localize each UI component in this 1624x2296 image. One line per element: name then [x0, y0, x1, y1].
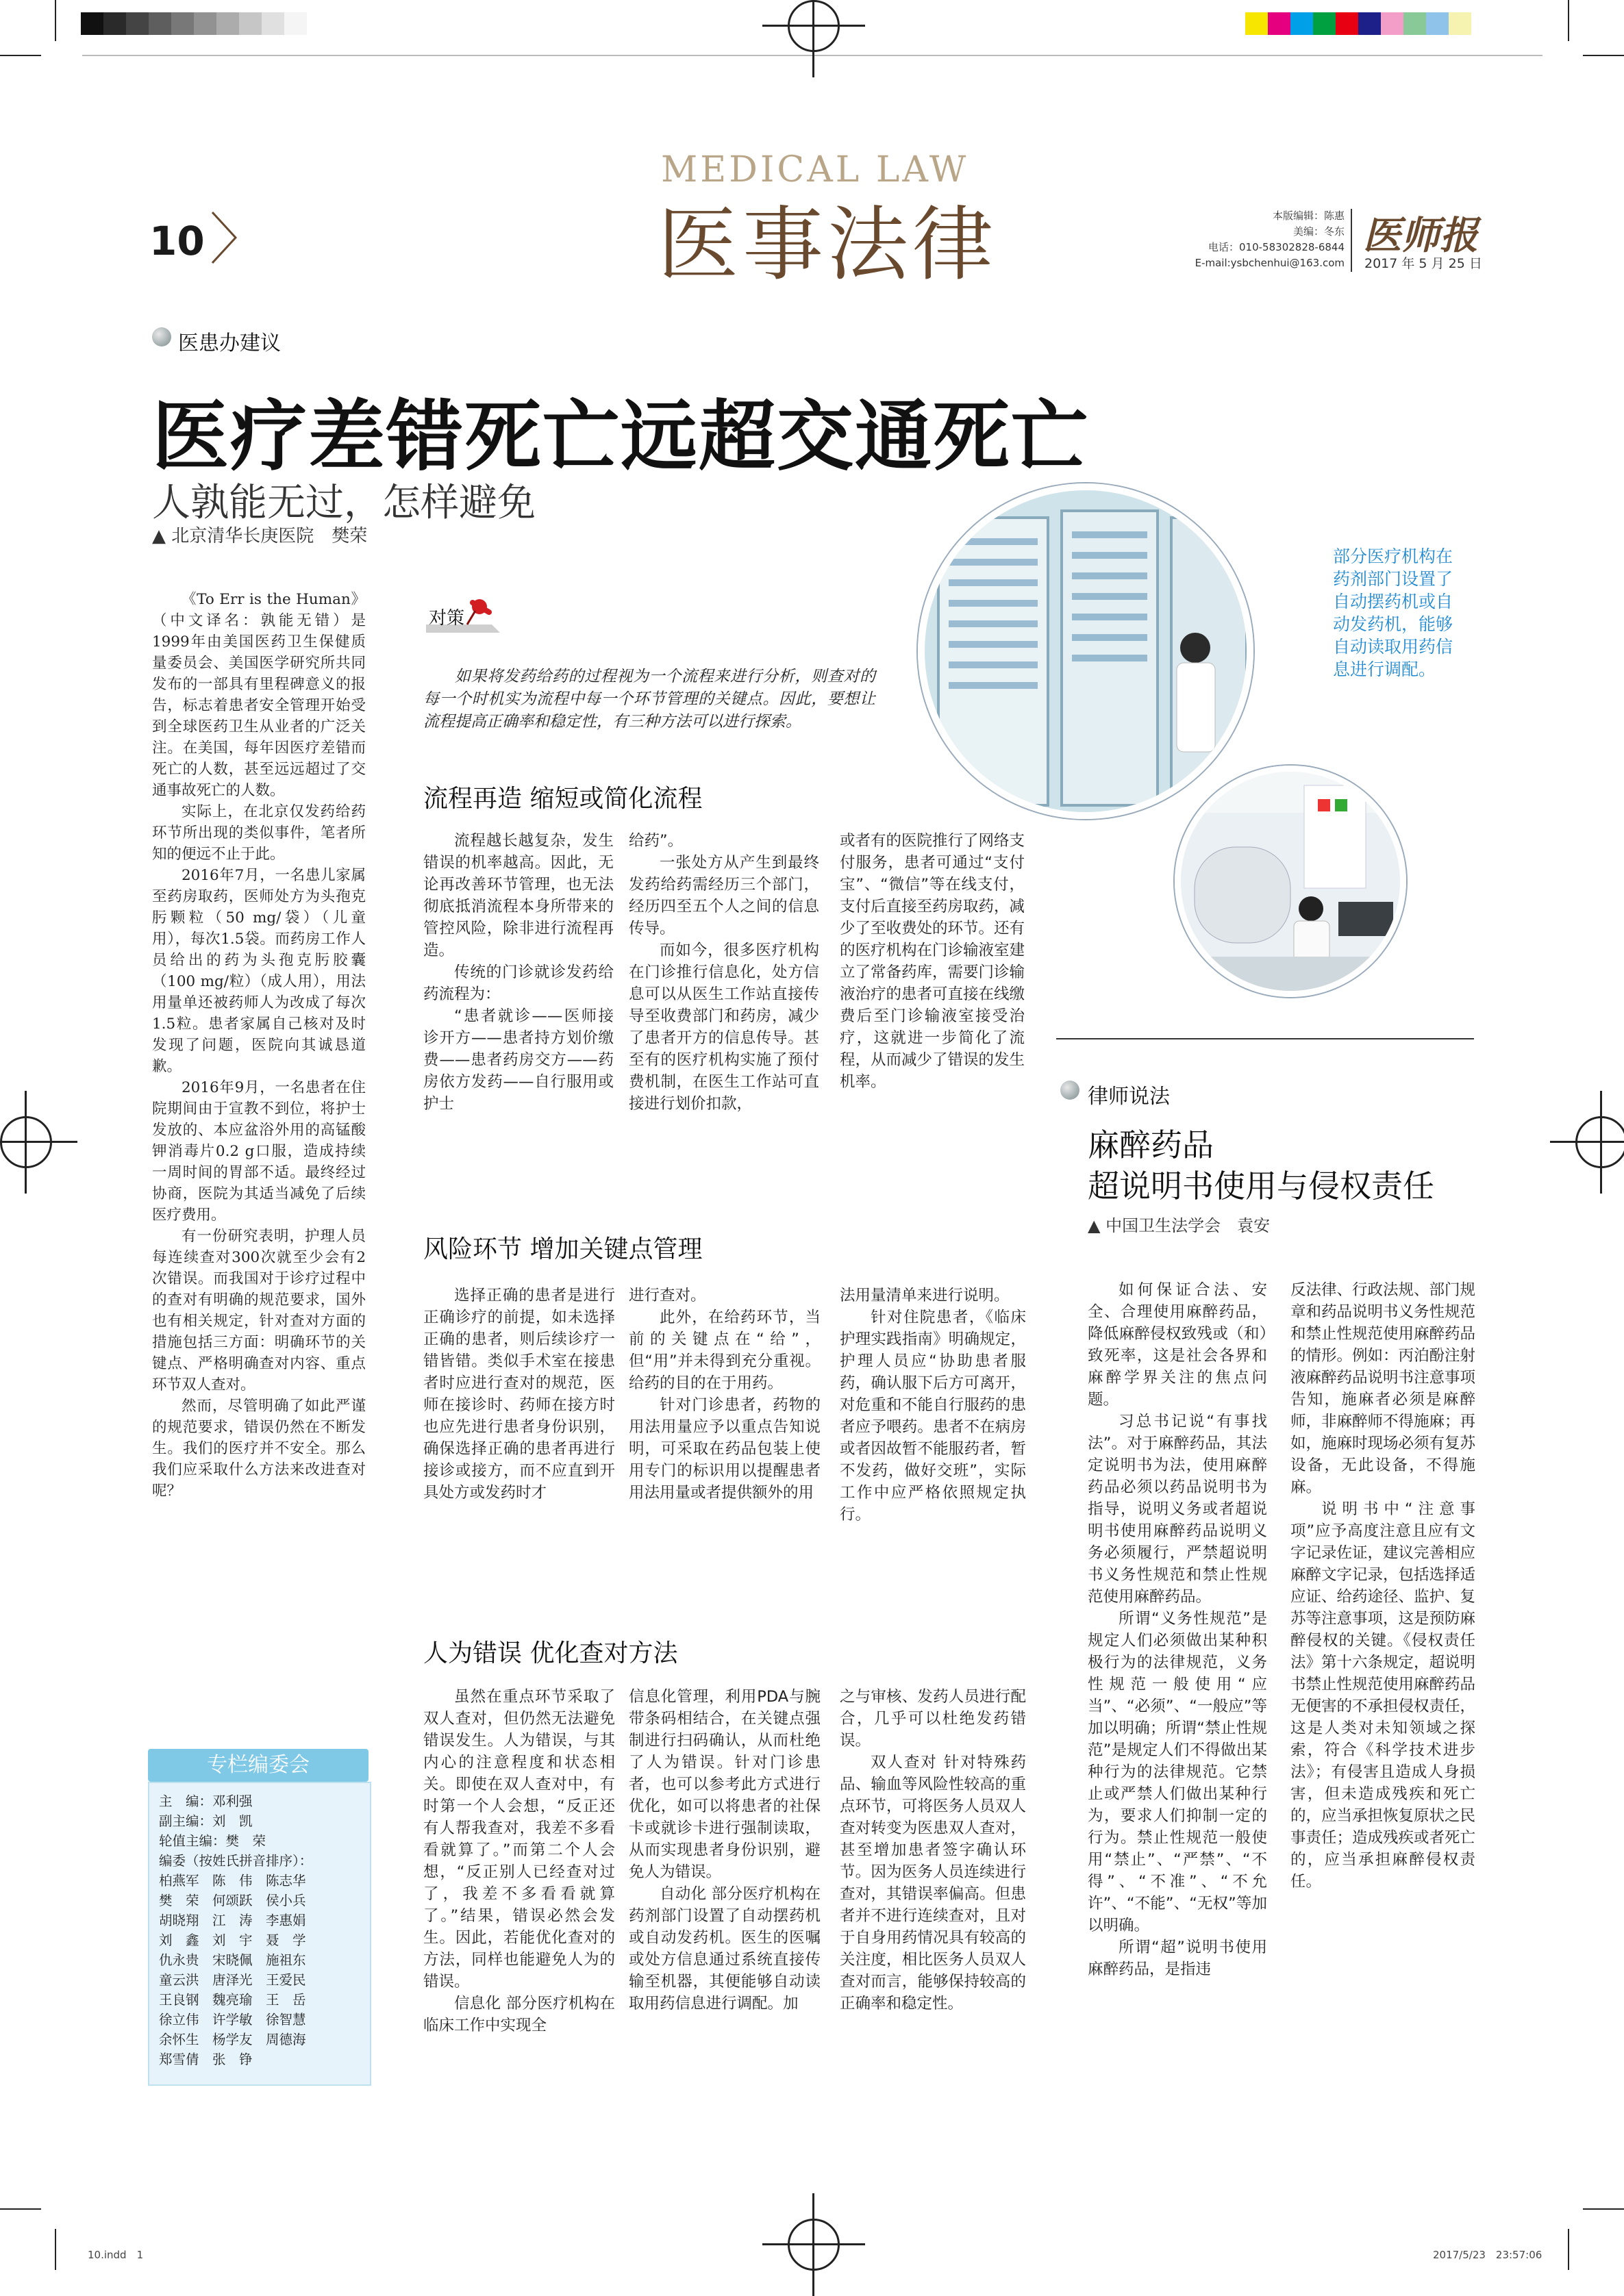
paragraph: 此外，在给药环节，当前的关键点在“给”，但“用”并未得到充分重视。给药的目的在于用药。 — [629, 1309, 821, 1392]
editor-credit: 本版编辑：陈惠 — [1272, 210, 1345, 222]
registration-bar-left — [81, 12, 307, 35]
gray-step-swatch — [262, 12, 284, 35]
chevron-right-icon — [210, 210, 238, 266]
color-swatch — [1245, 12, 1268, 35]
color-swatch — [1313, 12, 1336, 35]
section-divider — [1056, 1038, 1474, 1039]
gray-step-swatch — [81, 12, 103, 35]
editorial-board — [148, 1782, 371, 2086]
paragraph: 反法律、行政法规、部门规章和药品说明书义务性规范和禁止性规范使用麻醉药品的情形。例如：丙泊酚注射液麻醉药品说明书注意事项告知，施麻者必须是麻醉师，非麻醉师不得施麻；再如，施麻时现场必须有复苏设备，无此设备，不得施麻。 — [1290, 1281, 1476, 1496]
risk-column-2 — [629, 1285, 821, 1504]
crop-mark — [1583, 2208, 1624, 2210]
board-row: 副主编：刘 凯 — [159, 1813, 253, 1829]
board-row: 童云洪 唐泽光 王爱民 — [159, 1972, 306, 1988]
color-swatch — [1426, 12, 1449, 35]
human-error-column-3 — [840, 1686, 1026, 2015]
board-row: 编委（按姓氏拼音排序）： — [159, 1853, 313, 1869]
byline: ▲ 北京清华长庚医院 樊荣 — [152, 526, 368, 546]
crop-mark — [0, 2208, 41, 2210]
crop-mark — [55, 2229, 56, 2270]
gray-step-swatch — [103, 12, 126, 35]
column-kicker: 医患办建议 — [178, 331, 281, 355]
gray-step-swatch — [239, 12, 262, 35]
countermeasure-intro — [423, 666, 875, 733]
subheadline: 人孰能无过，怎样避免 — [152, 481, 536, 525]
human-error-column-1 — [423, 1686, 615, 2036]
crop-mark — [0, 55, 41, 56]
board-row: 刘 鑫 刘 宇 聂 学 — [159, 1932, 306, 1948]
paragraph: 自动化 部分医疗机构在药剂部门设置了自动摆药机或自动发药机。医生的医嘱或处方信息通过系统直接传输至机器，其便能够自动读取用药信息进行调配。加 — [629, 1885, 821, 2013]
paragraph: 一张处方从产生到最终发药给药需经历三个部门，经历四至五个人之间的信息传导。 — [629, 854, 819, 937]
color-swatch — [1403, 12, 1426, 35]
paragraph: 信息化 部分医疗机构在临床工作中实现全 — [423, 1995, 615, 2034]
board-row: 余怀生 杨学友 周德海 — [159, 2032, 306, 2047]
lawyer-article-title — [1088, 1124, 1434, 1207]
color-swatch — [1290, 12, 1313, 35]
kicker-bullet-icon — [1060, 1081, 1079, 1100]
risk-column-3 — [840, 1285, 1026, 1526]
paragraph: 然而，尽管明确了如此严谨的规范要求，错误仍然在不断发生。我们的医疗并不安全。那么我们应采取什么方法来改进查对呢？ — [152, 1398, 366, 1500]
header-divider — [1351, 209, 1352, 272]
paragraph: 习总书记说“有事找法”。对于麻醉药品，其法定说明书为法，使用麻醉药品必须以药品说明书为指导，说明义务或者超说明书使用麻醉药品说明义务必须履行，严禁超说明书义务性规范和禁止性规范使用麻醉药品。 — [1088, 1413, 1267, 1606]
gray-step-swatch — [171, 12, 194, 35]
paragraph: 进行查对。 — [629, 1287, 706, 1304]
editorial-board-title: 专栏编委会 — [148, 1749, 368, 1782]
lawyer-kicker: 律师说法 — [1088, 1085, 1170, 1109]
section-title-process: 流程再造 缩短或简化流程 — [423, 785, 703, 813]
paragraph: 2016年9月，一名患者在住院期间由于宣教不到位，将护士发放的、本应盆浴外用的高锰酸钾消毒片0.2 g口服，造成持续一周时间的胃部不适。最终经过协商，医院为其适当减免了后续医疗费用。 — [152, 1079, 366, 1224]
print-timestamp: 2017/5/23 23:57:06 — [1433, 2249, 1542, 2261]
paragraph: 给药”。 — [629, 832, 684, 850]
board-row: 徐立伟 许学敏 徐智慧 — [159, 2012, 306, 2028]
headline: 医疗差错死亡远超交通死亡 — [152, 392, 1089, 481]
paragraph: 2016年7月，一名患儿家属至药房取药，医师处方为头孢克肟颗粒（50 mg/袋）（儿童用），每次1.5袋。而药房工作人员给出的药为头孢克肟胶囊（100 mg/粒）（成人用），用法用量单还被药师人为改成了每次1.5粒。患者家属自己核对及时发现了问题，医院向其诚恳道歉。 — [152, 867, 366, 1075]
registration-crosshair-left — [0, 1116, 52, 1168]
paragraph: 如何保证合法、安全、合理使用麻醉药品，降低麻醉侵权致残或（和）致死率，这是社会各界和麻醉学界关注的焦点问题。 — [1088, 1281, 1267, 1409]
board-row: 主 编：邓利强 — [159, 1793, 253, 1809]
file-slug: 10.indd 1 — [88, 2249, 144, 2261]
paragraph: 针对门诊患者，药物的用法用量应予以重点告知说明，可采取在药品包装上使用专门的标识用以提醒患者用法用量或者提供额外的用 — [629, 1396, 821, 1502]
lawyer-column-1 — [1088, 1279, 1267, 1980]
color-swatch — [1381, 12, 1403, 35]
intro-paragraph: 如果将发药给药的过程视为一个流程来进行分析，则查对的每一个时机实为流程中每一个环节管理的关键点。因此，要想让流程提高正确率和稳定性，有三种方法可以进行探索。 — [423, 668, 875, 731]
crop-mark — [1568, 0, 1569, 41]
human-error-column-2 — [629, 1686, 821, 2015]
color-swatch — [1268, 12, 1290, 35]
color-swatch — [1336, 12, 1358, 35]
registration-crosshair-top — [788, 0, 840, 52]
color-swatch — [1358, 12, 1381, 35]
designer-credit: 美编：冬东 — [1292, 225, 1345, 238]
paragraph: 双人查对 针对特殊药品、输血等风险性较高的重点环节，可将医务人员双人查对转变为医患双人查对，甚至增加患者签字确认环节。因为医务人员连续进行查对，其错误率偏高。但患者并不进行连续查对，且对于自身用药情况具有较高的关注度，相比医务人员双人查对而言，能够保持较高的正确率和稳定性。 — [840, 1754, 1026, 2013]
paragraph: 选择正确的患者是进行正确诊疗的前提，如未选择正确的患者，则后续诊疗一错皆错。类似手术室在接患者时应进行查对的规范，医师在接诊时、药师在接方时也应先进行患者身份识别，确保选择正确的患者再进行接诊或接方，而不应直到开具处方或发药时才 — [423, 1287, 615, 1502]
color-swatch — [1449, 12, 1471, 35]
page-number: 10 — [149, 218, 205, 264]
board-row: 轮值主编：樊 荣 — [159, 1833, 266, 1849]
board-row: 胡晓翔 江 涛 李惠娟 — [159, 1913, 306, 1928]
paragraph: 流程越长越复杂，发生错误的机率越高。因此，无论再改善环节管理，也无法彻底抵消流程本身所带来的管控风险，除非进行流程再造。 — [423, 832, 614, 959]
pharmacy-machine-photo — [918, 483, 1253, 819]
gray-step-swatch — [126, 12, 149, 35]
countermeasure-tag — [423, 597, 505, 635]
dispensing-room-photo — [1175, 766, 1406, 997]
section-name-english: MEDICAL LAW — [661, 149, 969, 190]
countermeasure-label: 对策 — [429, 608, 465, 629]
board-row: 柏燕军 陈 伟 陈志华 — [159, 1873, 306, 1889]
risk-column-1 — [423, 1285, 615, 1504]
section-title: 医事法律 — [658, 197, 998, 292]
left-column — [152, 589, 366, 1502]
lawyer-byline: ▲ 中国卫生法学会 袁安 — [1088, 1216, 1271, 1235]
paragraph: 所谓“超”说明书使用麻醉药品，是指违 — [1088, 1939, 1267, 1978]
board-row: 郑雪倩 张 铮 — [159, 2052, 253, 2067]
issue-date: 2017 年 5 月 25 日 — [1364, 256, 1482, 271]
gray-step-swatch — [149, 12, 171, 35]
kicker-bullet-icon — [152, 327, 171, 346]
contact-email[interactable]: E-mail:ysbchenhui@163.com — [1195, 257, 1345, 269]
paragraph: 传统的门诊就诊发药给药流程为： — [423, 963, 614, 1003]
gray-step-swatch — [216, 12, 239, 35]
title-line: 超说明书使用与侵权责任 — [1088, 1168, 1434, 1204]
paragraph: 所谓“义务性规范”是规定人们必须做出某种积极行为的法律规范，义务性规范一般使用“应当”、“必须”、“一般应”等加以明确；所谓“禁止性规范”是规定人们不得做出某种行为的法律规范。它禁止或严禁人们做出某种行为，要求人们抑制一定的行为。禁止性规范一般使用“禁止”、“严禁”、“不得”、“不准”、“不允许”、“不能”、“无权”等加以明确。 — [1088, 1610, 1267, 1934]
registration-crosshair-right — [1575, 1116, 1624, 1168]
paragraph: 虽然在重点环节采取了双人查对，但仍然无法避免错误发生。人为错误，与其内心的注意程度和状态相关。即使在双人查对中，有时第一个人会想，“反正还有人帮我查对，我差不多看看就算了。”而第二个人会想，“反正别人已经查对过了，我差不多看看就算了。”结果，错误必然会发生。因此，若能优化查对的方法，同样也能避免人为的错误。 — [423, 1688, 615, 1991]
paragraph: 或者有的医院推行了网络支付服务，患者可通过“支付宝”、“微信”等在线支付，支付后直接至药房取药，减少了至收费处的环节。还有的医疗机构在门诊输液室建立了常备药库，需要门诊输液治疗的患者可直接在线缴费后至门诊输液室接受治疗，这就进一步简化了流程，从而减少了错误的发生机率。 — [840, 832, 1025, 1091]
photo-caption: 部分医疗机构在药剂部门设置了自动摆药机或自动发药机，能够自动读取用药信息进行调配。 — [1333, 546, 1453, 679]
gray-step-swatch — [284, 12, 307, 35]
paragraph: “患者就诊——医师接诊开方——患者持方划价缴费——患者药房交方——药房依方发药——自行服用或护士 — [423, 1007, 614, 1113]
process-column-3 — [840, 830, 1025, 1093]
crop-mark — [1568, 2229, 1569, 2270]
registration-crosshair-bottom — [788, 2219, 840, 2271]
paragraph: 《To Err is the Human》（中文译名：孰能无错）是1999年由美国医药卫生保健质量委员会、美国医学研究所共同发布的一部具有里程碑意义的报告，标志着患者安全管理开始受到全球医药卫生从业者的广泛关注。在美国，每年因医疗差错而死亡的人数，甚至远远超过了交通事故死亡的人数。 — [152, 591, 366, 799]
paragraph: 之与审核、发药人员进行配合，几乎可以杜绝发药错误。 — [840, 1688, 1026, 1750]
paragraph: 法用量清单来进行说明。 — [840, 1287, 1010, 1304]
title-line: 麻醉药品 — [1088, 1126, 1214, 1163]
board-row: 王良钢 魏亮瑜 王 岳 — [159, 1992, 306, 2008]
paragraph: 而如今，很多医疗机构在门诊推行信息化，处方信息可以从医生工作站直接传导至收费部门和药房，减少了患者开方的信息传导。甚至有的医疗机构实施了预付费机制，在医生工作站可直接进行划价扣款， — [629, 942, 819, 1113]
paragraph: 实际上，在北京仅发药给药环节所出现的类似事件，笔者所知的便远不止于此。 — [152, 803, 366, 863]
section-title-human-error: 人为错误 优化查对方法 — [423, 1639, 678, 1667]
board-row: 樊 荣 何颂跃 侯小兵 — [159, 1893, 306, 1908]
registration-bar-right — [1245, 12, 1471, 35]
crop-mark — [1583, 55, 1624, 56]
crop-mark — [55, 0, 56, 41]
lawyer-column-2 — [1290, 1279, 1475, 1893]
board-row: 仇永贵 宋晓佩 施祖东 — [159, 1952, 306, 1968]
process-column-1 — [423, 830, 614, 1115]
paragraph: 说明书中“注意事项”应予高度注意且应有文字记录佐证，建议完善相应麻醉文字记录，包括选择适应证、给药途径、监护、复苏等注意事项，这是预防麻醉侵权的关键。《侵权责任法》第十六条规定，超说明书禁止性规范使用麻醉药品无便害的不承担侵权责任，这是人类对未知领域之探索，符合《科学技术进步法》；有侵害且造成人身损害，但未造成残疾和死亡的，应当承担恢复原状之民事责任；造成残疾或者死亡的，应当承担麻醉侵权责任。 — [1290, 1500, 1476, 1891]
section-title-risk: 风险环节 增加关键点管理 — [423, 1235, 703, 1263]
paragraph: 针对住院患者，《临床护理实践指南》明确规定，护理人员应“协助患者服药，确认服下后方可离开，对危重和不能自行服药的患者应予喂药。患者不在病房或者因故暂不能服药者，暂不发药，做好交班”，实际工作中应严格依照规定执行。 — [840, 1309, 1026, 1524]
paragraph: 有一份研究表明，护理人员每连续查对300次就至少会有2次错误。而我国对于诊疗过程中的查对有明确的规范要求，国外也有相关规定，针对查对方面的措施包括三方面：明确环节的关键点、严格明确查对内容、重点环节双人查对。 — [152, 1228, 366, 1393]
newspaper-logo: 医师报 — [1363, 213, 1478, 258]
contact-phone: 电话：010-58302828-6844 — [1208, 241, 1345, 253]
process-column-2 — [629, 830, 819, 1115]
gray-step-swatch — [194, 12, 216, 35]
paragraph: 信息化管理，利用PDA与腕带条码相结合，在关键点强制进行扫码确认，从而杜绝了人为错误。针对门诊患者，也可以参考此方式进行优化，如可以将患者的社保卡或就诊卡进行强制读取，从而实现患者身份识别，避免人为错误。 — [629, 1688, 821, 1881]
